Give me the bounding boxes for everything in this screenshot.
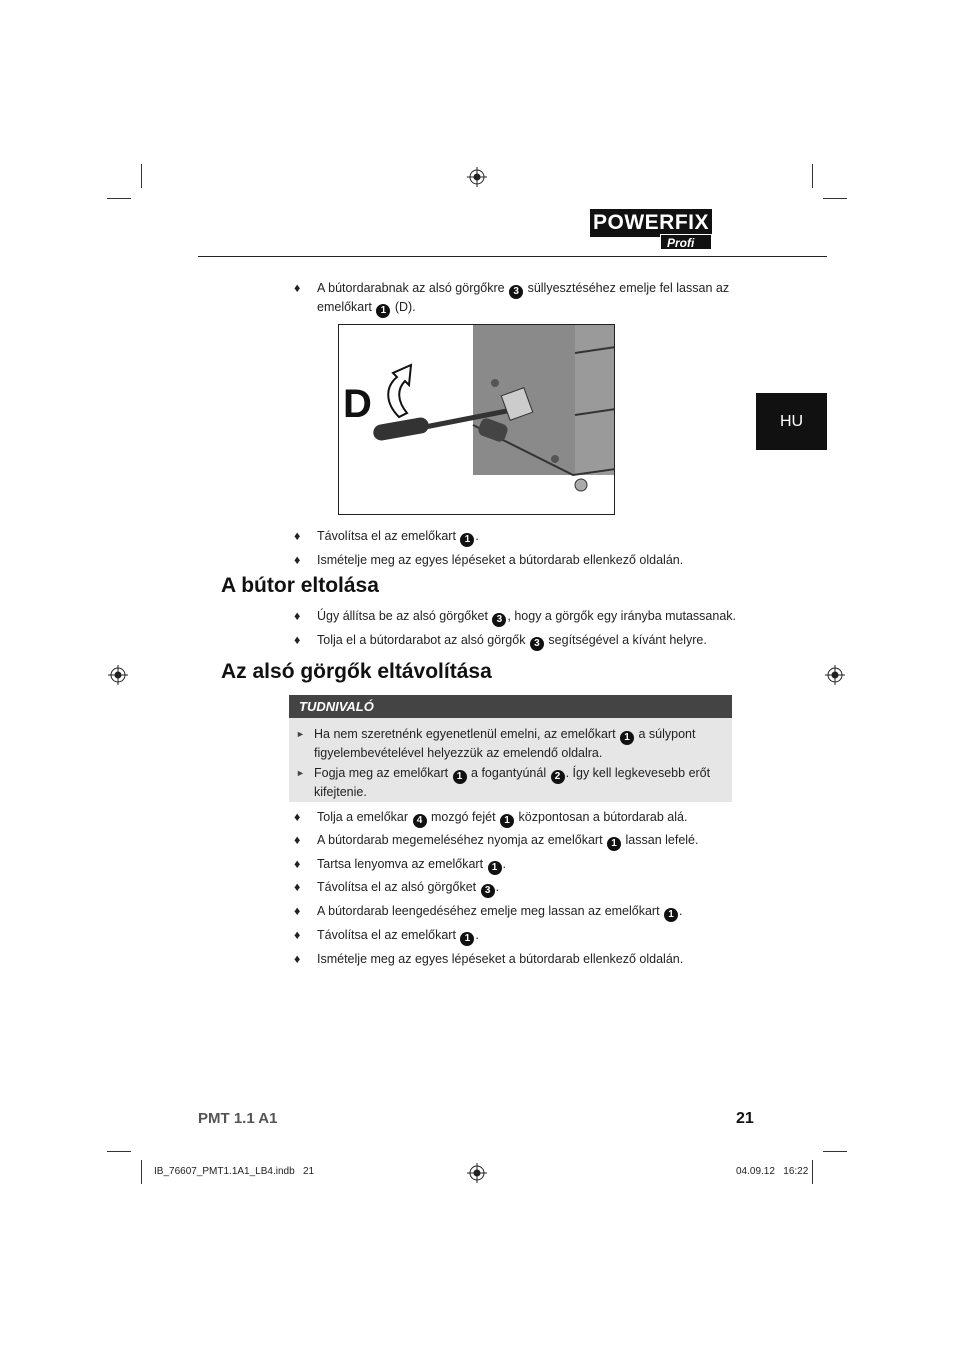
part-number-badge: 1 [607, 837, 621, 851]
text: (D). [391, 300, 416, 314]
arrow-icon: ► [296, 729, 305, 739]
brand-logo-sub: Profi [660, 234, 712, 250]
part-number-badge: 3 [492, 613, 506, 627]
text: Távolítsa el az emelőkart [317, 928, 460, 942]
section-heading: Az alsó görgők eltávolítása [221, 660, 492, 683]
text: Tartsa lenyomva az emelőkart [317, 857, 487, 871]
figure-label: D [343, 382, 372, 426]
header-rule [198, 256, 827, 257]
wheel-shape [551, 455, 559, 463]
lever-handle [372, 416, 430, 441]
footer-model: PMT 1.1 A1 [198, 1110, 278, 1127]
language-tab: HU [756, 393, 827, 450]
lift-arrow-icon [388, 365, 411, 417]
bullet-icon: ♦ [294, 928, 301, 942]
text: . [502, 857, 506, 871]
crop-mark [823, 1151, 847, 1152]
list-item [317, 608, 747, 627]
part-number-badge: 3 [481, 884, 495, 898]
list-item [317, 856, 737, 875]
part-number-badge: 1 [453, 770, 467, 784]
registration-mark-icon [825, 665, 845, 685]
bullet-icon: ♦ [294, 553, 301, 567]
text: A bútordarab megemeléséhez nyomja az emelőkart [317, 833, 607, 847]
lever-illustration [339, 325, 615, 515]
text: Távolítsa el az alsó görgőket [317, 880, 480, 894]
text: . [475, 529, 479, 543]
list-item [317, 879, 737, 898]
list-item [317, 280, 737, 318]
text: Tolja el a bútordarabot az alsó görgők [317, 633, 529, 647]
crop-mark [141, 164, 142, 188]
part-number-badge: 4 [413, 814, 427, 828]
text: a fogantyúnál [467, 766, 550, 780]
bullet-icon: ♦ [294, 810, 301, 824]
illustration-figure-d [338, 324, 615, 515]
text: Távolítsa el az emelőkart [317, 529, 460, 543]
crop-mark [107, 1151, 131, 1152]
note-item [314, 765, 724, 801]
part-number-badge: 1 [460, 932, 474, 946]
bullet-icon: ♦ [294, 904, 301, 918]
text: központosan a bútordarab alá. [515, 810, 688, 824]
part-number-badge: 3 [530, 637, 544, 651]
brand-logo-main: POWERFIX [590, 209, 712, 237]
part-number-badge: 1 [460, 533, 474, 547]
bullet-icon: ♦ [294, 609, 301, 623]
note-item [314, 726, 724, 762]
crop-mark [812, 1160, 813, 1184]
text: Tolja a emelőkar [317, 810, 412, 824]
text: segítségével a kívánt helyre. [544, 633, 707, 647]
note-title: TUDNIVALÓ [289, 695, 732, 718]
list-item: Ismételje meg az egyes lépéseket a bútordarab ellenkező oldalán. [317, 952, 684, 966]
wheel-shape [491, 379, 499, 387]
arrow-icon: ► [296, 768, 305, 778]
part-number-badge: 1 [376, 304, 390, 318]
text: . [495, 880, 500, 894]
list-item [317, 528, 737, 547]
list-item [317, 832, 737, 851]
bullet-icon: ♦ [294, 880, 301, 894]
list-item: Ismételje meg az egyes lépéseket a bútordarab ellenkező oldalán. [317, 553, 684, 567]
part-number-badge: 1 [500, 814, 514, 828]
list-item [317, 903, 737, 922]
wheel-shape [575, 479, 587, 491]
text: süllyesztéséhez emelje fel lassan az [524, 281, 730, 295]
part-number-badge: 1 [620, 731, 634, 745]
bullet-icon: ♦ [294, 281, 301, 295]
section-heading: A bútor eltolása [221, 574, 379, 597]
text: . [475, 928, 479, 942]
bullet-icon: ♦ [294, 529, 301, 543]
part-number-badge: 1 [664, 908, 678, 922]
text: . Így kell legkevesebb erőt [565, 766, 711, 780]
bullet-icon: ♦ [294, 633, 301, 647]
list-item [317, 632, 737, 651]
part-number-badge: 2 [551, 770, 565, 784]
text: , hogy a görgők egy irányba mutassanak. [507, 609, 737, 623]
page-number: 21 [736, 1110, 754, 1127]
registration-mark-icon [467, 1163, 487, 1183]
bullet-icon: ♦ [294, 833, 301, 847]
bullet-icon: ♦ [294, 952, 301, 966]
text: Úgy állítsa be az alsó görgőket [317, 609, 492, 623]
text: kifejtenie. [314, 785, 367, 799]
crop-mark [107, 198, 131, 199]
text: figyelembevételével helyezzük az emelendő oldalra. [314, 746, 603, 760]
text: Fogja meg az emelőkart [314, 766, 452, 780]
text: emelőkart [317, 300, 376, 314]
imprint-file: IB_76607_PMT1.1A1_LB4.indb 21 [154, 1166, 315, 1177]
imprint-date: 04.09.12 16:22 [736, 1166, 809, 1177]
registration-mark-icon [108, 665, 128, 685]
crop-mark [141, 1160, 142, 1184]
crop-mark [823, 198, 847, 199]
text: A bútordarab leengedéséhez emelje meg lassan az emelőkart [317, 904, 664, 918]
text: lassan lefelé. [622, 833, 699, 847]
registration-mark-icon [467, 167, 487, 187]
text: mozgó fejét [427, 810, 500, 824]
text: . [679, 904, 683, 918]
part-number-badge: 1 [488, 861, 502, 875]
bullet-icon: ♦ [294, 857, 301, 871]
list-item [317, 927, 737, 946]
text: a súlypont [635, 727, 696, 741]
text: Ha nem szeretnénk egyenetlenül emelni, az emelőkart [314, 727, 620, 741]
brand-logo [590, 209, 714, 251]
part-number-badge: 3 [509, 285, 523, 299]
text: A bútordarabnak az alsó görgőkre [317, 281, 509, 295]
crop-mark [812, 164, 813, 188]
list-item [317, 809, 737, 828]
